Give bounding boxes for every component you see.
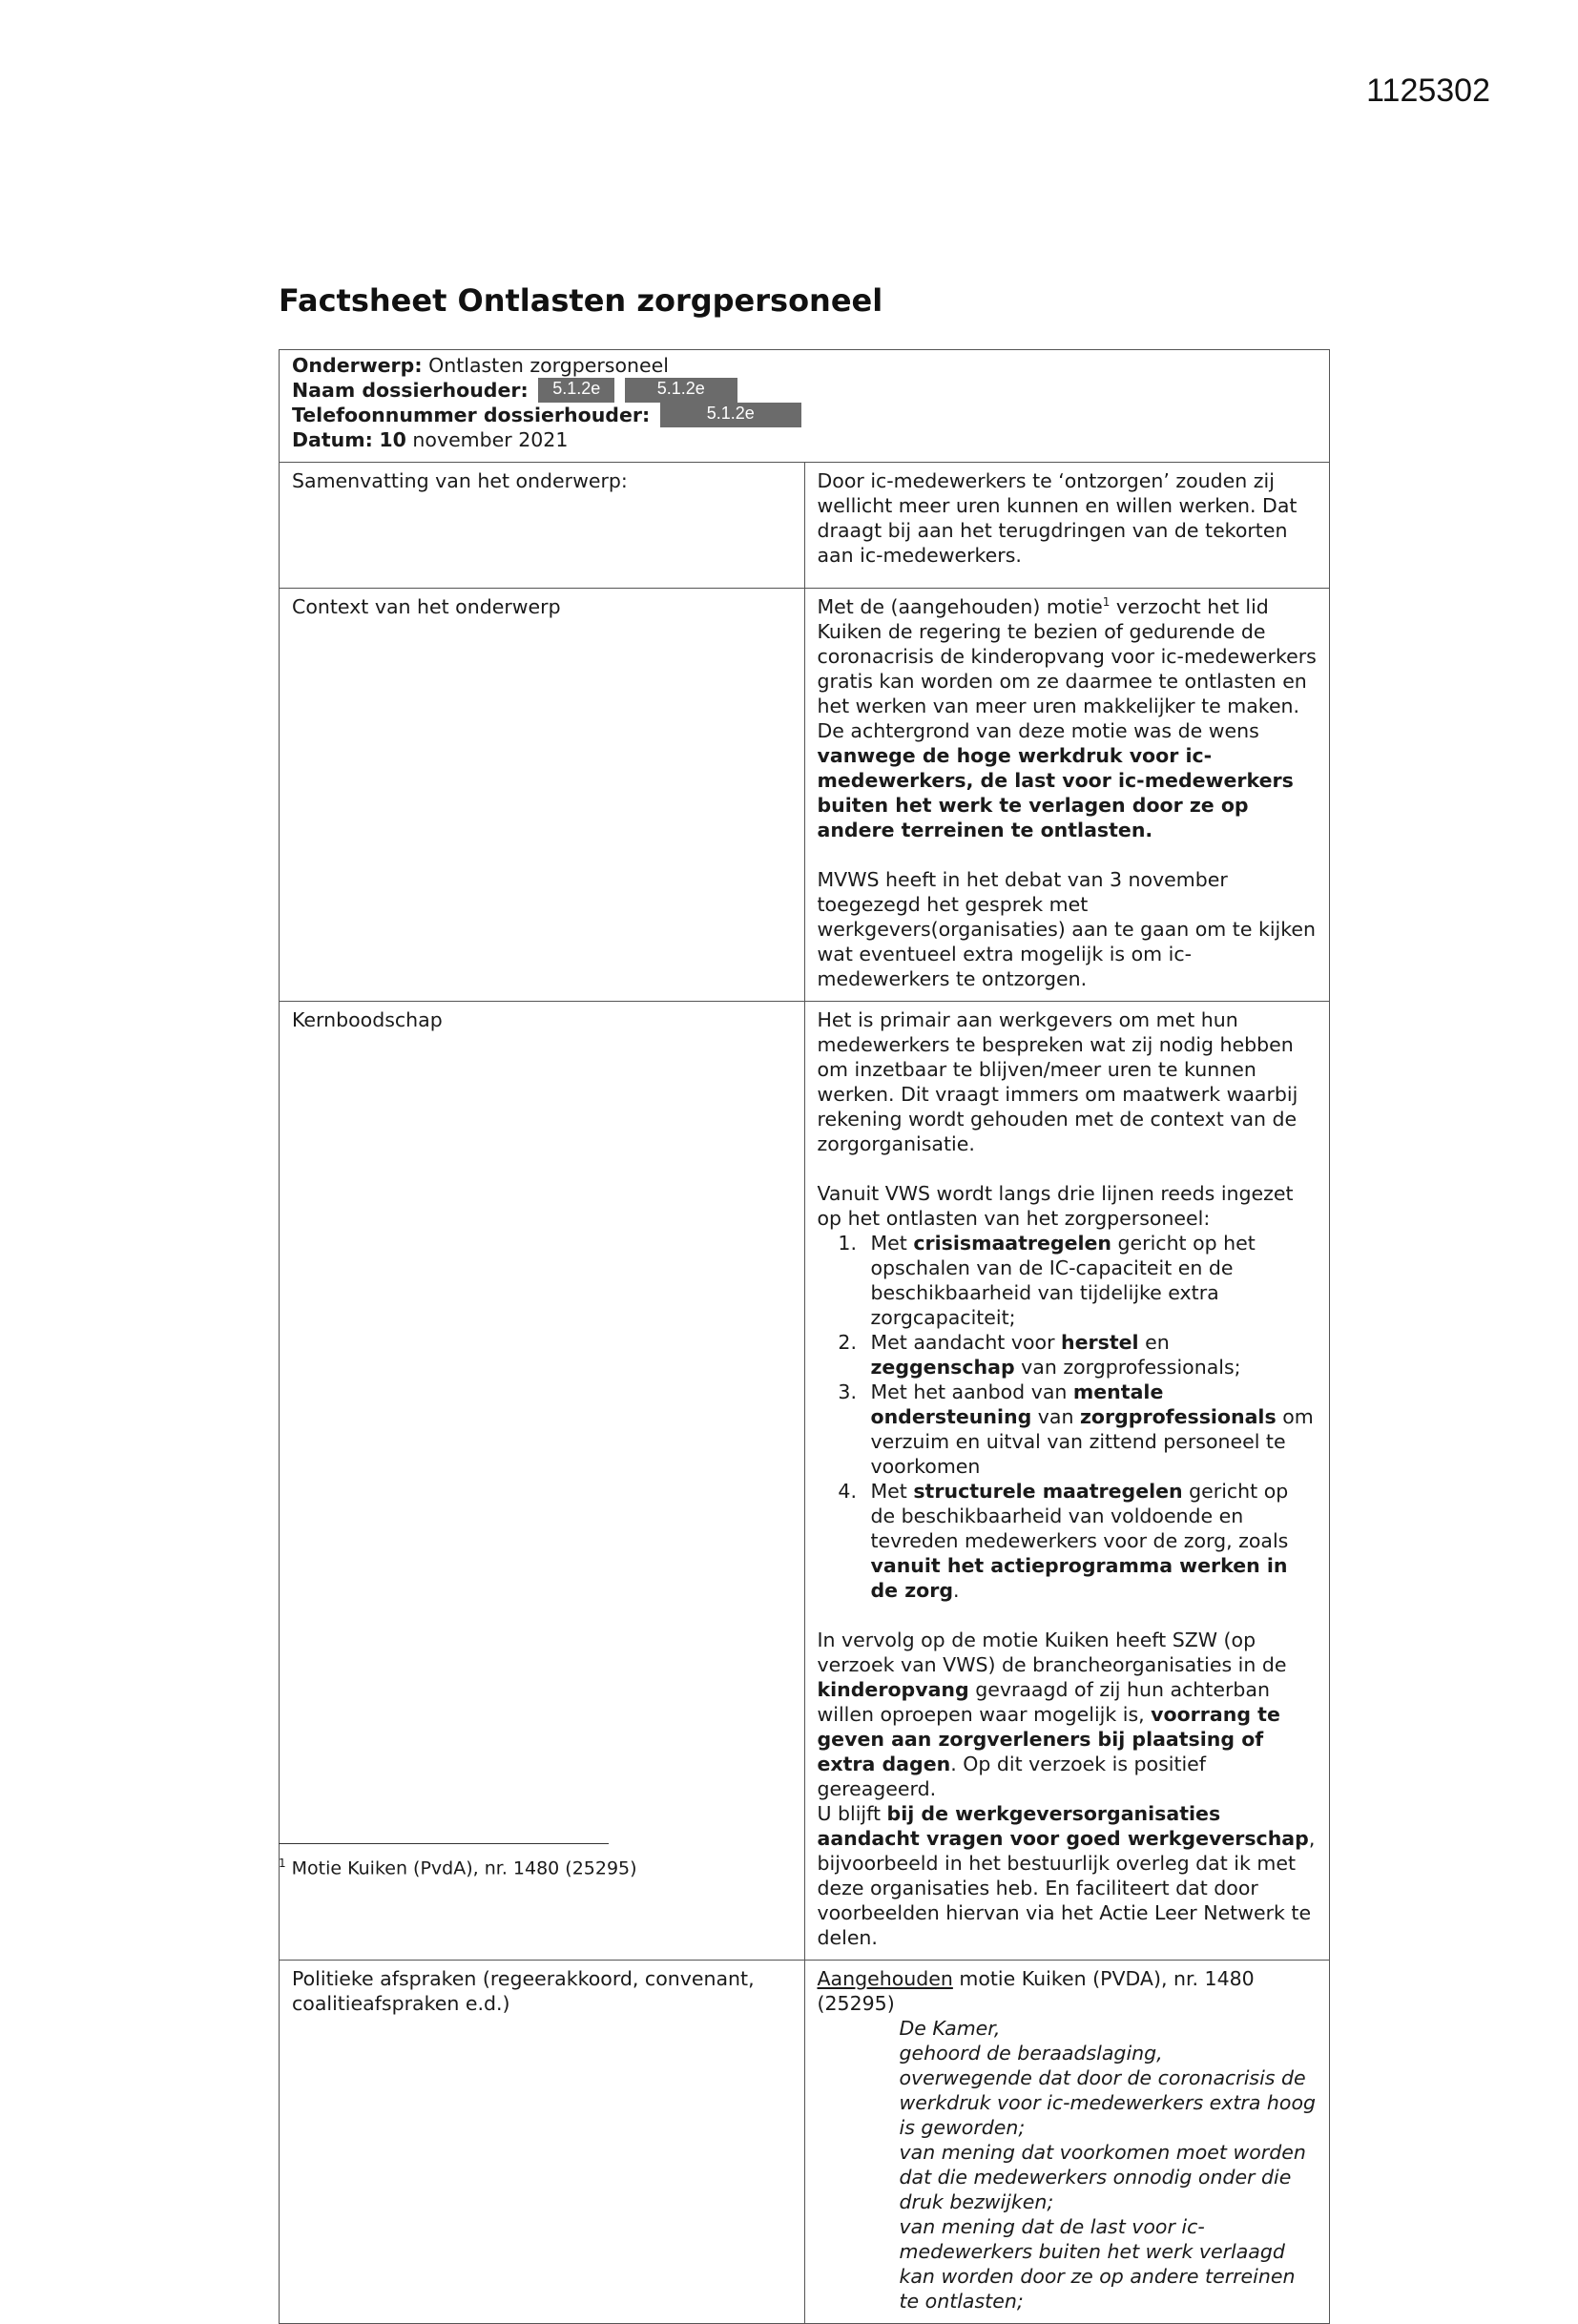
list-item — [863, 1231, 1318, 1330]
motion-line: van mening dat voorkomen moet worden dat die medewerkers onnodig onder die druk bezwijken; — [899, 2141, 1306, 2213]
motion-line: gehoord de beraadslaging, — [899, 2042, 1163, 2065]
header-row — [280, 350, 1330, 463]
list-text: Met — [870, 1480, 914, 1503]
footnote-ref[interactable]: 1 — [1102, 595, 1111, 610]
footnote-text: Motie Kuiken (PvdA), nr. 1480 (25295) — [291, 1857, 637, 1879]
footnote-number: 1 — [279, 1857, 286, 1870]
list-bold: zorgprofessionals — [1080, 1405, 1277, 1428]
list-text: van — [1031, 1405, 1080, 1428]
motion-line: overwegende dat door de coronacrisis de werkdruk voor ic-medewerkers extra hoog is geworden; — [899, 2066, 1317, 2139]
content-kernboodschap — [804, 1002, 1330, 1961]
politiek-underlined: Aangehouden — [817, 1967, 953, 1990]
list-text: om verzuim en uitval van zittend personeel te voorkomen — [870, 1405, 1314, 1478]
header-cell — [280, 350, 1330, 463]
list-text: Met het aanbod van — [870, 1380, 1073, 1403]
kern-bold: bij de werkgeversorganisaties aandacht vragen voor goed werkgeverschap — [817, 1802, 1309, 1850]
content-politiek — [804, 1961, 1330, 2324]
list-text: Met — [870, 1232, 914, 1255]
label-politiek: Politieke afspraken (regeerakkoord, convenant, coalitieafspraken e.d.) — [280, 1961, 805, 2324]
list-text: van zorgprofessionals; — [1014, 1356, 1241, 1379]
factsheet-table — [279, 349, 1330, 2324]
row-samenvatting — [280, 463, 1330, 589]
footnote — [279, 1857, 637, 1878]
kern-paragraph-3 — [818, 1628, 1318, 1801]
datum-day: 10 — [379, 428, 406, 451]
list-bold: mentale ondersteuning — [870, 1380, 1164, 1428]
label-samenvatting: Samenvatting van het onderwerp: — [280, 463, 805, 589]
kern-bold: kinderopvang — [817, 1678, 969, 1701]
onderwerp-value: Ontlasten zorgpersoneel — [428, 354, 669, 377]
motion-line: van mening dat de last voor ic-medewerkers buiten het werk verlaagd kan worden door ze op andere terreinen te ontlasten; — [899, 2215, 1296, 2313]
kern-text: , bijvoorbeeld in het bestuurlijk overleg dat ik met deze organisaties heb. En faciliteert dat door voorbeelden hiervan via het Actie Leer Netwerk te delen. — [817, 1827, 1316, 1949]
page-title: Factsheet Ontlasten zorgpersoneel — [279, 282, 883, 319]
list-bold: zeggenschap — [870, 1356, 1015, 1379]
kern-text: . Op dit verzoek is positief gereageerd. — [817, 1753, 1207, 1800]
list-text: en — [1138, 1331, 1170, 1354]
context-text: verzocht het lid Kuiken de regering te bezien of gedurende de coronacrisis de kinderopvang voor ic-medewerkers gratis kan worden om ze daarmee te ontlasten en het werken van meer uren makkelijker te maken. De achtergrond van deze motie was de wens — [817, 595, 1317, 742]
kern-paragraph-4 — [818, 1801, 1318, 1950]
redaction-box: 5.1.2e — [660, 403, 801, 427]
kern-text: In vervolg op de motie Kuiken heeft SZW (op verzoek van VWS) de brancheorganisaties in de — [817, 1629, 1287, 1676]
kern-text: U blijft — [817, 1802, 887, 1825]
list-text: gericht op de beschikbaarheid van voldoende en tevreden medewerkers voor de zorg, zoals — [870, 1480, 1289, 1552]
row-politiek — [280, 1961, 1330, 2324]
onderwerp-label: Onderwerp: — [292, 354, 423, 377]
telefoon-label: Telefoonnummer dossierhouder: — [292, 404, 651, 426]
redaction-box: 5.1.2e — [538, 378, 614, 403]
document-number: 1125302 — [1366, 73, 1490, 109]
label-kernboodschap: Kernboodschap — [280, 1002, 805, 1961]
list-item — [863, 1380, 1318, 1479]
kern-text: gevraagd of zij hun achterban willen oproepen waar mogelijk is, — [817, 1678, 1270, 1726]
row-kernboodschap — [280, 1002, 1330, 1961]
datum-label: Datum: — [292, 428, 373, 451]
kern-bold: voorrang te geven aan zorgverleners bij plaatsing of extra dagen — [817, 1703, 1280, 1775]
content-context — [804, 589, 1330, 1002]
list-bold: herstel — [1061, 1331, 1139, 1354]
dossierhouder-line — [292, 378, 1318, 403]
list-item — [863, 1479, 1318, 1603]
context-paragraph-1 — [818, 594, 1318, 842]
telefoon-line — [292, 403, 1318, 427]
list-bold: structurele maatregelen — [913, 1480, 1183, 1503]
kern-list — [818, 1231, 1318, 1603]
list-text: gericht op het opschalen van de IC-capaciteit en de beschikbaarheid van tijdelijke extra zorgcapaciteit; — [870, 1232, 1256, 1329]
kern-paragraph-1: Het is primair aan werkgevers om met hun medewerkers te bespreken wat zij nodig hebben om inzetbaar te blijven/meer uren te kunnen werken. Dit vraagt immers om maatwerk waarbij rekening wordt gehouden met de context van de zorgorganisatie. — [817, 1008, 1298, 1155]
motion-line: De Kamer, — [899, 2017, 1001, 2040]
kern-paragraph-2: Vanuit VWS wordt langs drie lijnen reeds ingezet op het ontlasten van het zorgpersoneel: — [817, 1182, 1294, 1230]
footnote-divider — [279, 1843, 609, 1844]
context-paragraph-2: MVWS heeft in het debat van 3 november toegezegd het gesprek met werkgevers(organisaties) aan te gaan om te kijken wat eventueel extra mogelijk is om ic-medewerkers te ontzorgen. — [817, 868, 1316, 990]
list-bold: vanuit het actieprogramma werken in de zorg — [870, 1554, 1288, 1602]
context-bold-text: vanwege de hoge werkdruk voor ic-medewerkers, de last voor ic-medewerkers buiten het werk te verlagen door ze op andere terreinen te ontlasten. — [817, 744, 1294, 841]
datum-rest: november 2021 — [412, 428, 569, 451]
list-bold: crisismaatregelen — [913, 1232, 1112, 1255]
datum-line — [292, 427, 1318, 452]
dossierhouder-label: Naam dossierhouder: — [292, 379, 529, 402]
list-text: . — [953, 1579, 960, 1602]
label-context: Context van het onderwerp — [280, 589, 805, 1002]
redaction-box: 5.1.2e — [625, 378, 737, 403]
onderwerp-line — [292, 353, 1318, 378]
context-text: Met de (aangehouden) motie — [817, 595, 1103, 618]
row-context — [280, 589, 1330, 1002]
politiek-text: motie Kuiken (PVDA), nr. 1480 (25295) — [817, 1967, 1255, 2015]
list-item — [863, 1330, 1318, 1380]
politiek-motion-ref — [818, 1966, 1318, 2016]
content-samenvatting — [804, 463, 1330, 589]
list-text: Met aandacht voor — [870, 1331, 1062, 1354]
samenvatting-text: Door ic-medewerkers te ‘ontzorgen’ zouden zij wellicht meer uren kunnen en willen werken. Dat draagt bij aan het terugdringen van de tekorten aan ic-medewerkers. — [817, 469, 1298, 567]
